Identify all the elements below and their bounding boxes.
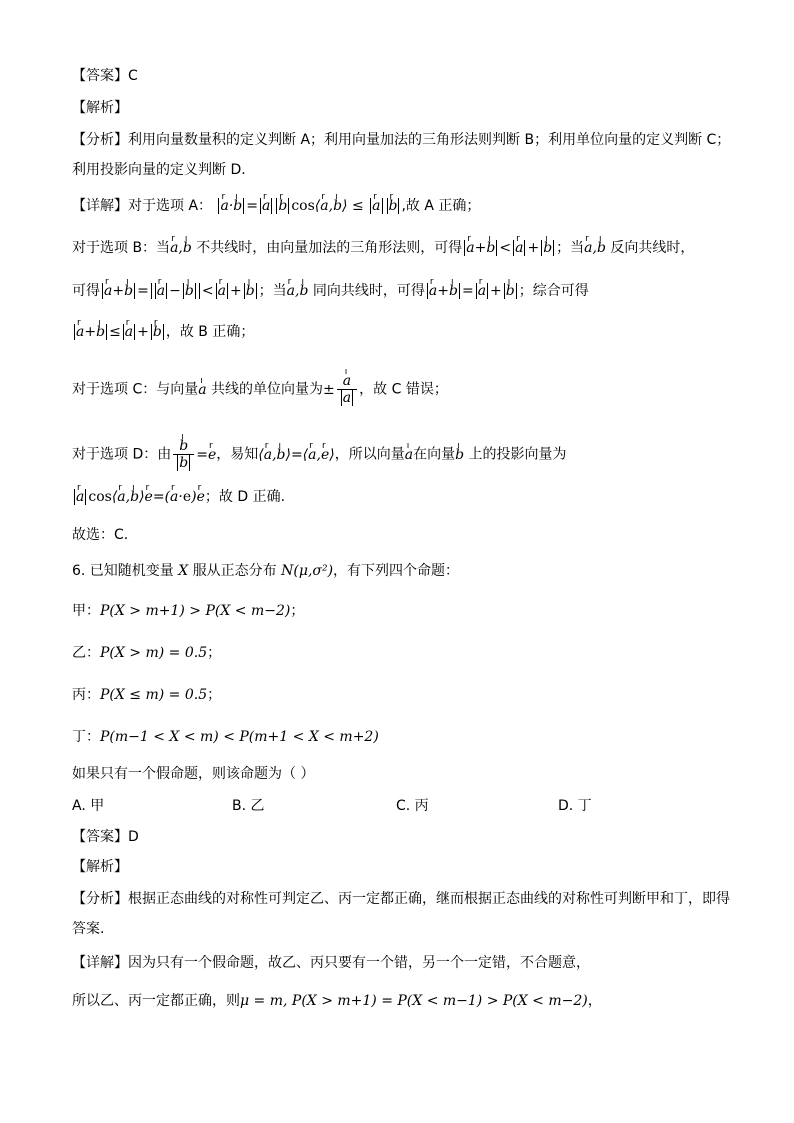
detail-text: 所以乙、丙一定都正确，则 [72, 993, 240, 1009]
choose-line-5: 故选：C. [72, 527, 129, 543]
prop-yi: 乙：P(X > m) = 0.5； [72, 645, 222, 661]
prop-ding [72, 727, 379, 747]
formula-A: r a·ı b =r ar b cos⟨r a,ı b⟩ ≤ r ar b [216, 198, 401, 214]
fenxi-text: 利用向量数量积的定义判断 A；利用向量加法的三角形法则判断 B；利用单位向量的定义判断 C； [128, 132, 731, 148]
analysis-heading-6: 【解析】 [72, 859, 128, 875]
fenxi-5-line1 [72, 130, 730, 150]
detail-D-text: ，易知 [216, 446, 259, 463]
detail-6-line1 [72, 953, 590, 973]
detail-D-text: 在向量 [413, 446, 456, 463]
answer-value: C [128, 68, 138, 84]
prop-jia-label: 甲： [72, 603, 100, 619]
detail-label: 【详解】 [72, 198, 128, 214]
detail-B-line2 [72, 281, 589, 301]
prop-bing-label: 丙： [72, 687, 100, 703]
formula-X: X [178, 563, 189, 579]
fenxi-text: 根据正态曲线的对称性可判定乙、丙一定都正确，继而根据正态曲线的对称性可判断甲和丁，即得 [128, 891, 730, 907]
detail-D-text: 对于选项 D：由 [72, 446, 172, 463]
formula-unit-vector: ± ı $\frac{a}{a}$ [323, 382, 359, 398]
detail-D-text: ，所以向量 [334, 446, 405, 463]
detail-text: 因为只有一个假命题，故乙、丙只要有一个错，另一个一定错，不合题意， [128, 955, 590, 971]
formula-normal: N(μ,σ²) [281, 563, 334, 579]
formula-ding: P(m−1 < X < m) < P(m+1 < X < m+2) [100, 729, 379, 745]
fenxi-label: 【分析】 [72, 132, 128, 148]
prop-yi-label: 乙： [72, 645, 100, 661]
analysis-heading-5: 【解析】 [72, 100, 128, 116]
option-b: B. 乙 [232, 798, 265, 814]
fenxi-5-line2: 利用投影向量的定义判断 D. [72, 162, 246, 178]
detail-C-text: 共线的单位向量为 [211, 381, 324, 398]
detail-B-text: ，故 B 正确； [165, 324, 255, 340]
detail-D-line1 [72, 438, 567, 471]
prop-jia: 甲：P(X > m+1) > P(X < m−2)； [72, 603, 305, 619]
detail-B-text: ；当 [258, 283, 287, 299]
formula-B-final: r a+ı b ≤r a +r b [72, 324, 166, 340]
detail-B-text: 可得 [72, 283, 100, 299]
prop-bing: 丙：P(X ≤ m) = 0.5； [72, 687, 222, 703]
detail-B-line3 [72, 322, 254, 342]
detail-D-text: 上的投影向量为 [468, 446, 567, 463]
fenxi-label: 【分析】 [72, 891, 128, 907]
formula-yi: P(X > m) = 0.5 [100, 645, 208, 661]
answer-value: D [128, 829, 139, 845]
answer-label: 【答案】 [72, 68, 128, 84]
detail-A-prefix: 对于选项 A： [128, 198, 213, 214]
formula-D-angle: ⟨r a,ı b⟩=⟨r a,r e⟩ [258, 447, 334, 463]
q6-stem [72, 561, 459, 581]
q6-stem-prefix: 6. 已知随机变量 [72, 563, 174, 579]
fenxi-6-line2: 答案. [72, 921, 105, 937]
detail-text: ， [587, 993, 602, 1009]
detail-C-text: 对于选项 C：与向量 [72, 381, 199, 398]
detail-label: 【详解】 [72, 955, 128, 971]
formula-jia: P(X > m+1) > P(X < m−2) [100, 603, 291, 619]
detail-D-text: ；故 D 正确. [204, 489, 286, 505]
answer-line-6 [72, 827, 139, 847]
detail-B-text: ；当 [556, 240, 585, 256]
detail-B-line1 [72, 238, 694, 258]
detail-A-suffix: ,故 A 正确； [401, 198, 481, 214]
formula-vec-b: ı b [455, 447, 464, 463]
option-a: A. 甲 [72, 798, 105, 814]
formula-B-eq1: r a+ı b =r a −ı b <r a +ı b [100, 283, 259, 299]
answer-line-5 [72, 66, 138, 86]
detail-A-line [72, 196, 480, 216]
formula-detail-6: μ = m, P(X > m+1) = P(X < m−1) > P(X < m−2) [240, 993, 588, 1009]
formula-vec-a: ı a [405, 447, 413, 463]
formula-ab: r a,ı b [170, 240, 192, 256]
detail-B-text: 不共线时，由向量加法的三角形法则，可得 [196, 240, 463, 256]
formula-D-projection: r a cos⟨r a,ı b⟩r e=(r a·e)r e [72, 489, 205, 505]
detail-B-text: 反向共线时， [610, 240, 695, 256]
formula-B-ineq1: r a+ı b <r a +ı b [462, 240, 556, 256]
option-c: C. 丙 [396, 798, 429, 814]
formula-B-eq2: r a+ı b =r a +ı b [425, 283, 519, 299]
prop-ding-label: 丁： [72, 729, 100, 745]
formula-D-unit: ı $\frac{b}{b}$ =r e [171, 447, 216, 463]
option-d: D. 丁 [558, 798, 592, 814]
detail-B-text: ；综合可得 [518, 283, 589, 299]
formula-ab: r a,ı b [584, 240, 606, 256]
detail-B-text: 对于选项 B：当 [72, 240, 171, 256]
q6-stem-mid: 服从正态分布 [192, 563, 277, 579]
detail-C-line [72, 373, 448, 406]
formula-vec-a: ı a [198, 382, 206, 398]
q6-stem-suffix: ，有下列四个命题： [333, 563, 460, 579]
detail-C-text: ，故 C 错误； [359, 381, 448, 398]
formula-ab: r a,ı b [287, 283, 309, 299]
q6-question: 如果只有一个假命题，则该命题为（ ） [72, 766, 315, 782]
detail-D-line2 [72, 487, 285, 507]
detail-6-line2 [72, 991, 602, 1011]
detail-B-text: 同向共线时，可得 [312, 283, 425, 299]
fenxi-6-line1 [72, 889, 730, 909]
answer-label: 【答案】 [72, 829, 128, 845]
formula-bing: P(X ≤ m) = 0.5 [100, 687, 208, 703]
